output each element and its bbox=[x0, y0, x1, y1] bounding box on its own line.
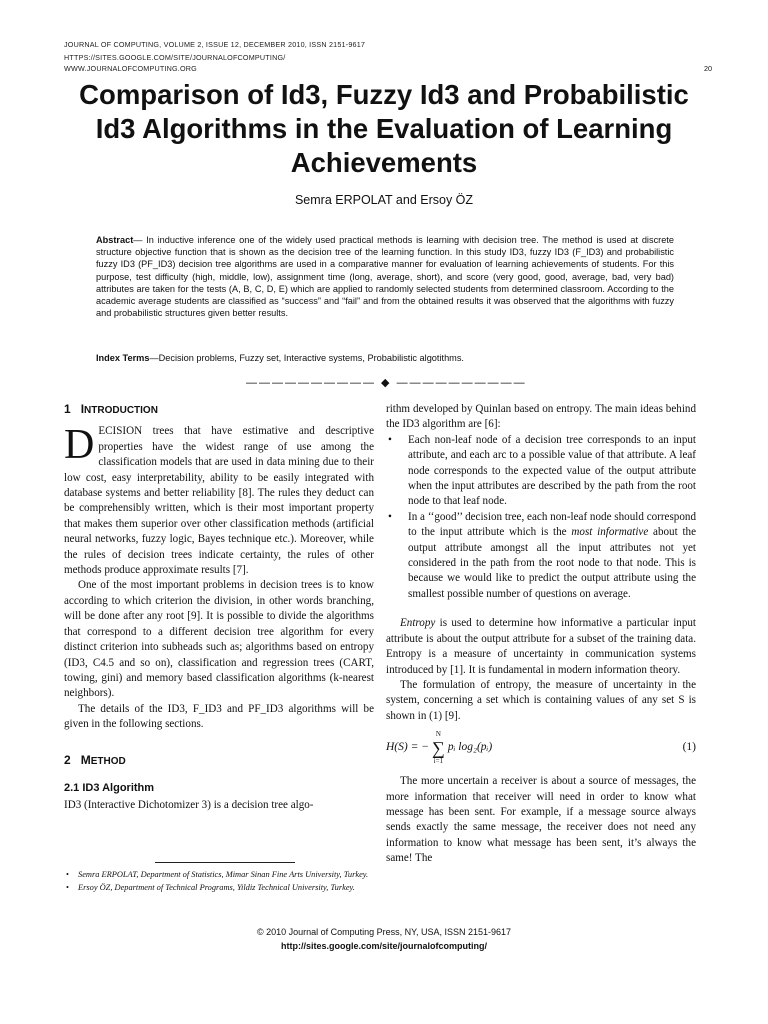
journal-url-line: HTTPS://SITES.GOOGLE.COM/SITE/JOURNALOFCOMPUTING/ bbox=[64, 53, 286, 62]
section-heading-introduction bbox=[64, 402, 374, 418]
equation-lhs: H(S) = − bbox=[386, 741, 429, 754]
footnote-item: • Ersoy ÖZ, Department of Technical Programs, Yildiz Technical University, Turkey. bbox=[64, 883, 374, 894]
entropy-equation bbox=[386, 728, 696, 768]
section-title-rest: ETHOD bbox=[90, 755, 126, 767]
section-title-initial: M bbox=[80, 752, 91, 767]
summation-symbol: ∑ bbox=[432, 738, 445, 759]
index-terms-text: —Decision problems, Fuzzy set, Interactive systems, Probabilistic algotithms. bbox=[149, 353, 464, 363]
id3-principles-list bbox=[386, 433, 696, 602]
journal-url: http://sites.google.com/site/journalofcomputing/ bbox=[280, 941, 487, 951]
author-footnotes bbox=[64, 870, 374, 895]
summation-lower-limit: i=1 bbox=[433, 757, 444, 766]
footnote-rule bbox=[155, 862, 295, 863]
list-item-text: about the output attribute amongst all the input attributes not yet considered in the path from the root node to that node. This is because we would like to predict the output attribute using the smallest possible number of questions on average. bbox=[408, 526, 696, 600]
emphasis-text: most informative bbox=[571, 526, 649, 539]
receiver-paragraph: The more uncertain a receiver is about a source of messages, the more information that receiver will need in order to know what message has been sent. For example, if a message source always sends exactly the same message, the receiver does not need any information to know what message has been sent, it’s always the same! The bbox=[386, 775, 696, 865]
section-number: 1 bbox=[64, 402, 71, 416]
equation-number: (1) bbox=[682, 741, 696, 754]
list-item-text: In a ‘‘good’’ decision tree, each non-leaf node should correspond to the input attribute which is the bbox=[408, 510, 696, 539]
summation-upper-limit: N bbox=[435, 730, 441, 739]
section-title-initial: I bbox=[80, 402, 85, 416]
section-number: 2 bbox=[64, 752, 71, 767]
section-title-rest: NTRODUCTION bbox=[84, 405, 158, 416]
journal-header-line: JOURNAL OF COMPUTING, VOLUME 2, ISSUE 12, DECEMBER 2010, ISSN 2151-9617 bbox=[64, 40, 366, 49]
equation-body bbox=[386, 730, 492, 766]
abstract bbox=[96, 234, 674, 319]
list-item bbox=[386, 510, 696, 602]
list-item: • Each non-leaf node of a decision tree corresponds to an input attribute, and each arc to a possible value of that attribute. A leaf node corresponds to the expected value of the output attribute when the input attributes are described by the path from the root node to that leaf node. bbox=[386, 433, 696, 510]
page-number: 20 bbox=[704, 64, 712, 73]
paper-title: Comparison of Id3, Fuzzy Id3 and Probabilistic Id3 Algorithms in the Evaluation of Learning Achievements bbox=[79, 79, 689, 178]
intro-text-1: trees that have estimative and descriptive properties have the widest range of use among the classification models that are used in data mining due to their low cost, easy interpretability, ability to be easily integrated with database systems and better reliability [8]. The rules they deduct can be comprehensibly written, which is their most important property that makes them superior over other classification methods (artificial neural networks, fuzzy logic, Bayes technique etc.). Moreover, while the rules of decision trees indicate certainty, the rules of other methods produce approximate results [7]. bbox=[64, 425, 374, 577]
index-terms-label: Index Terms bbox=[96, 353, 150, 363]
intro-paragraph-1 bbox=[64, 424, 374, 578]
abstract-text: — In inductive inference one of the widely used practical methods is learning with decision tree. The method is used at discrete structure objective function that is shown as the decision tree of the learning function. In this study ID3, fuzzy ID3 (F_ID3) and probabilistic fuzzy ID3 (PF_ID3) decision tree algorithms are used in a comparative manner for evaluation of learning achievements of students. For this purpose, test difficulty (high, middle, low), assignment time (long, average, short), and score (very good, good, average, bad, very bad) attributes are taken for the tests (A, B, C, D, E) which are applied to randomly selected students from determined classroom. According to the academic average students are classified as “success” and “fail” and from the obtained results it was observed that the algorithms with fuzzy and probabilistic structures given better results. bbox=[96, 235, 674, 319]
section-heading-method bbox=[64, 753, 374, 769]
intro-first-word: ECISION bbox=[98, 425, 143, 438]
summation-sign bbox=[432, 730, 445, 766]
left-column bbox=[64, 402, 374, 814]
entropy-text: is used to determine how informative a particular input attribute is about the output attribute for a subset of the training data. Entropy is a measure of uncertainty in communication systems introduced by [1]. It is fundamental in modern information theory. bbox=[386, 617, 696, 676]
authors: Semra ERPOLAT and Ersoy ÖZ bbox=[294, 193, 474, 207]
intro-paragraph-3: The details of the ID3, F_ID3 and PF_ID3 algorithms will be given in the following sections. bbox=[64, 702, 374, 731]
drop-cap: D bbox=[64, 422, 95, 469]
section-divider: —————————— ◆ —————————— bbox=[246, 377, 527, 389]
copyright-notice: © 2010 Journal of Computing Press, NY, USA, ISSN 2151-9617 bbox=[256, 927, 512, 937]
index-terms bbox=[96, 353, 674, 363]
abstract-label: Abstract bbox=[96, 235, 134, 245]
entropy-term: Entropy bbox=[400, 617, 436, 630]
entropy-paragraph bbox=[386, 616, 696, 678]
footnote-item: • Semra ERPOLAT, Department of Statistics, Mimar Sinan Fine Arts University, Turkey. bbox=[64, 870, 374, 881]
formulation-paragraph: The formulation of entropy, the measure of uncertainty in the system, concerning a set which is containing values of any set S is shown in (1) [9]. bbox=[386, 678, 696, 722]
method-paragraph-1: ID3 (Interactive Dichotomizer 3) is a decision tree algo- bbox=[64, 799, 314, 812]
id3-intro-paragraph: rithm developed by Quinlan based on entropy. The main ideas behind the ID3 algorithm are [6]: bbox=[386, 403, 696, 431]
subsection-heading-id3: 2.1 ID3 Algorithm bbox=[64, 781, 155, 794]
equation-rhs: pᵢ log₂(pᵢ) bbox=[447, 741, 493, 754]
intro-paragraph-2: One of the most important problems in decision trees is to know according to which criterion the division, in other words branching, will be done after any root [9]. It is possible to divide the algorithms that correspond to a different decision tree algorithm for every distinct criterion into subheads such as; algorithms based on entropy (ID3, C4.5 and so on), classification and regression trees (CART, towing, gini) and memory based classification algorithms (k-nearest neighbors). bbox=[64, 579, 374, 700]
journal-website-line: WWW.JOURNALOFCOMPUTING.ORG bbox=[64, 64, 197, 73]
right-column bbox=[386, 402, 696, 867]
